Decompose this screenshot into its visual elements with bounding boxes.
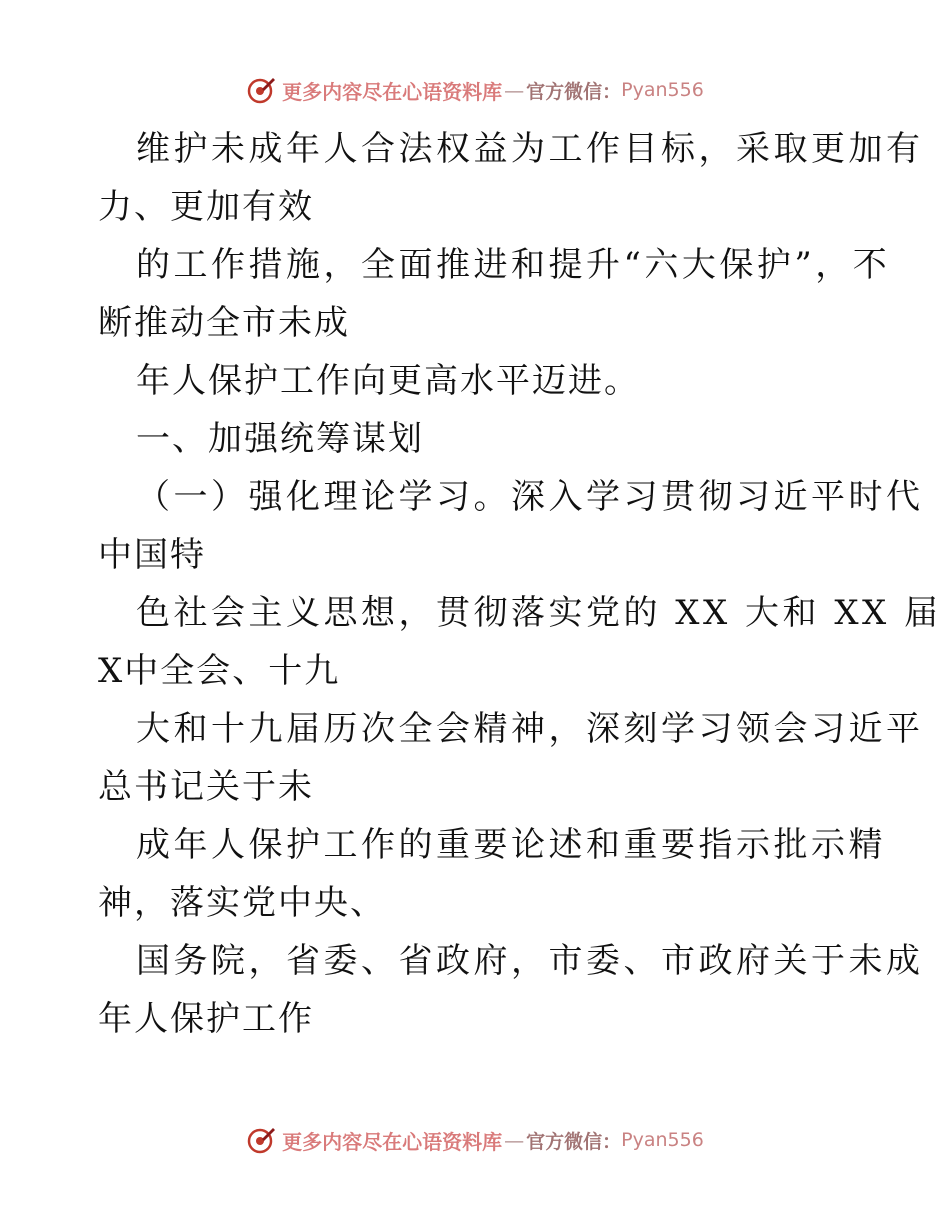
text-line: 国务院，省委、省政府，市委、市政府关于未成 [136, 941, 924, 981]
document-body [98, 120, 942, 1048]
banner-wechat-label: 官方微信： [526, 1130, 622, 1153]
footer-watermark [0, 1120, 950, 1160]
text-line: 断推动全市未成 [98, 303, 350, 343]
brush-logo-icon [246, 1125, 276, 1155]
text-line: 力、更加有效 [98, 187, 314, 227]
text-line: 成年人保护工作的重要论述和重要指示批示精 [136, 825, 886, 865]
text-line: X中全会、十九 [98, 651, 341, 691]
text-line: 年人保护工作 [98, 999, 314, 1039]
text-line: 神，落实党中央、 [98, 883, 386, 923]
text-line: 的工作措施，全面推进和提升“六大保护”，不 [136, 245, 891, 285]
text-line: 年人保护工作向更高水平迈进。 [136, 361, 640, 401]
brush-logo-icon [246, 75, 276, 105]
section-heading: 一、加强统筹谋划 [136, 419, 424, 459]
banner-text: 更多内容尽在心语资料库 [282, 1129, 503, 1154]
banner-wechat-id: Pyan556 [621, 79, 704, 101]
text-line: 总书记关于未 [98, 767, 314, 807]
text-line: （一）强化理论学习。深入学习贯彻习近平时代 [136, 477, 924, 517]
banner-text: 更多内容尽在心语资料库 [282, 79, 503, 104]
banner-wechat-label: 官方微信： [526, 80, 622, 103]
text-line: 大和十九届历次全会精神，深刻学习领会习近平 [136, 709, 924, 749]
banner-dash: — [504, 78, 525, 102]
text-line: 色社会主义思想，贯彻落实党的 XX 大和 XX 届 [136, 593, 942, 633]
banner-dash: — [504, 1128, 525, 1152]
header-watermark [0, 70, 950, 110]
text-line: 维护未成年人合法权益为工作目标，采取更加有 [136, 129, 924, 169]
text-line: 中国特 [98, 535, 206, 575]
banner-wechat-id: Pyan556 [621, 1129, 704, 1151]
